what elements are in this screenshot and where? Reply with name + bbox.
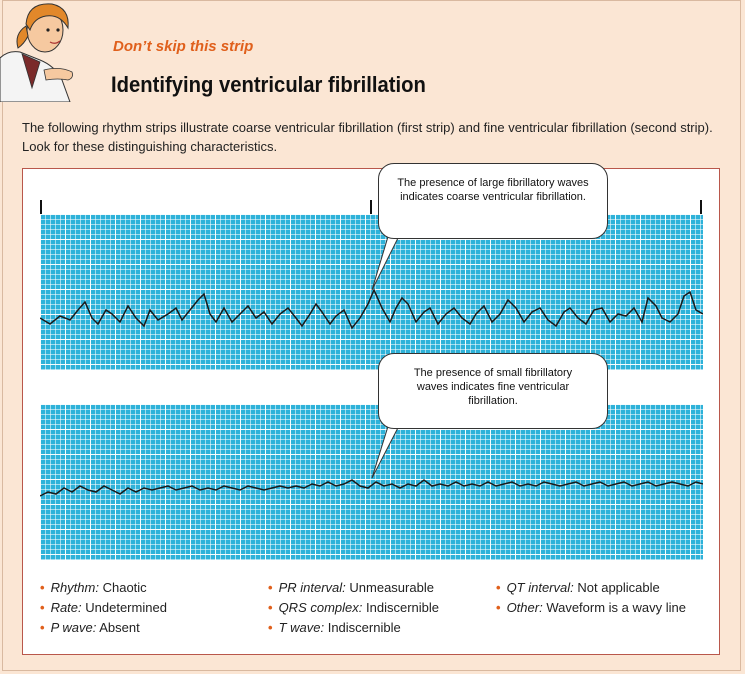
bullet-icon: • <box>268 580 273 595</box>
characteristic-pr-interval: • PR interval: Unmeasurable <box>268 580 434 595</box>
characteristics-column-1 <box>40 578 167 638</box>
characteristics-column-3 <box>496 578 686 618</box>
bullet-icon: • <box>40 580 45 595</box>
coarse-callout-pointer <box>368 230 408 292</box>
characteristic-qt-interval: • QT interval: Not applicable <box>496 580 660 595</box>
bullet-icon: • <box>496 600 501 615</box>
characteristic-other: • Other: Waveform is a wavy line <box>496 600 686 615</box>
characteristics-column-2 <box>268 578 439 638</box>
fine-callout-pointer <box>368 420 408 480</box>
bullet-icon: • <box>268 600 273 615</box>
characteristic-p-wave: • P wave: Absent <box>40 620 140 635</box>
bullet-icon: • <box>40 620 45 635</box>
coarse-vfib-callout: The presence of large fibrillatory waves indicates coarse ventricular fibrillation. <box>378 163 608 239</box>
bullet-icon: • <box>40 600 45 615</box>
bullet-icon: • <box>496 580 501 595</box>
characteristic-rhythm: • Rhythm: Chaotic <box>40 580 147 595</box>
page-title: Identifying ventricular fibrillation <box>111 72 426 97</box>
characteristic-qrs-complex: • QRS complex: Indiscernible <box>268 600 439 615</box>
fine-vfib-callout: The presence of small fibrillatory waves indicates fine ventricular fibrillation. <box>378 353 608 429</box>
section-kicker: Don’t skip this strip <box>113 38 254 55</box>
nurse-mascot-illustration <box>0 0 100 102</box>
characteristic-t-wave: • T wave: Indiscernible <box>268 620 401 635</box>
characteristic-rate: • Rate: Undetermined <box>40 600 167 615</box>
bullet-icon: • <box>268 620 273 635</box>
intro-paragraph: The following rhythm strips illustrate coarse ventricular fibrillation (first strip) and fine ventricular fibrillation (second strip). Look for these distinguishing characteristics. <box>22 120 713 154</box>
